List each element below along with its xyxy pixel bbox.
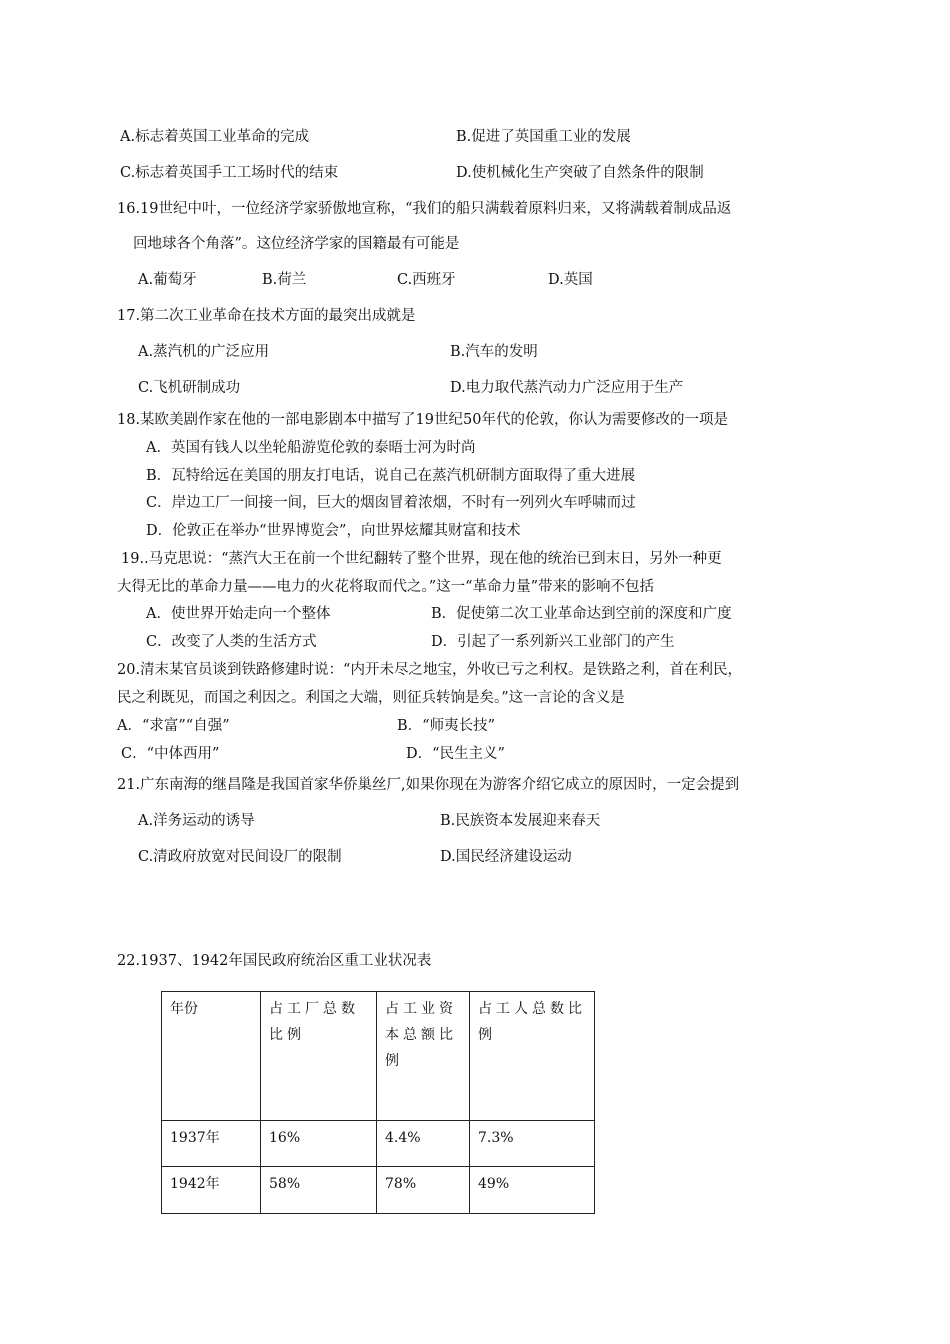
q20-stem-line1: 20.清末某官员谈到铁路修建时说：“内开未尽之地宝，外收已亏之利权。是铁路之利，首在利民， — [117, 662, 742, 678]
q19-option-b: B．促使第二次工业革命达到空前的深度和广度 — [431, 606, 732, 622]
q21-option-a: A.洋务运动的诱导 — [138, 813, 255, 829]
table-row — [162, 1121, 595, 1167]
q20-option-b: B．“师夷长技” — [397, 718, 495, 734]
table-header-worker-ratio: 占工人总数比例 — [470, 992, 595, 1121]
table-header-row — [162, 992, 595, 1121]
table-cell: 4.4% — [377, 1121, 470, 1167]
q18-option-a: A．英国有钱人以坐轮船游览伦敦的泰晤士河为时尚 — [146, 440, 476, 456]
q18-stem: 18.某欧美剧作家在他的一部电影剧本中描写了19世纪50年代的伦敦，你认为需要修改的一项是 — [117, 412, 728, 428]
q21-option-b: B.民族资本发展迎来春天 — [440, 813, 601, 829]
table-cell: 16% — [261, 1121, 377, 1167]
q20-option-d: D．“民生主义” — [406, 746, 505, 762]
table-cell: 78% — [377, 1167, 470, 1214]
q17-option-b: B.汽车的发明 — [450, 344, 538, 360]
q21-option-c: C.清政府放宽对民间设厂的限制 — [138, 849, 342, 865]
q17-option-a: A.蒸汽机的广泛应用 — [138, 344, 270, 360]
table-header-capital-ratio: 占工业资本总额比例 — [377, 992, 470, 1121]
table-cell: 1937年 — [162, 1121, 261, 1167]
q16-option-d: D.英国 — [548, 272, 593, 288]
q15-option-b: B.促进了英国重工业的发展 — [456, 129, 631, 145]
q19-option-d: D．引起了一系列新兴工业部门的产生 — [431, 634, 675, 650]
q19-stem-line1: 19..马克思说：“蒸汽大王在前一个世纪翻转了整个世界，现在他的统治已到末日，另外一种更 — [121, 551, 722, 567]
q16-stem-line2: 回地球各个角落”。这位经济学家的国籍最有可能是 — [133, 236, 460, 252]
q21-stem: 21.广东南海的继昌隆是我国首家华侨巢丝厂,如果你现在为游客介绍它成立的原因时，一定会提到 — [117, 777, 740, 793]
table-header-factory-ratio: 占工厂总数比例 — [261, 992, 377, 1121]
q15-option-a: A.标志着英国工业革命的完成 — [120, 129, 310, 145]
q19-stem-line2: 大得无比的革命力量——电力的火花将取而代之。”这一“革命力量”带来的影响不包括 — [117, 579, 654, 595]
q20-option-a: A．“求富”“自强” — [117, 718, 230, 734]
q15-option-d: D.使机械化生产突破了自然条件的限制 — [456, 165, 704, 181]
q17-option-d: D.电力取代蒸汽动力广泛应用于生产 — [450, 380, 684, 396]
table-cell: 7.3% — [470, 1121, 595, 1167]
q19-option-c: C．改变了人类的生活方式 — [146, 634, 317, 650]
q22-title: 22.1937、1942年国民政府统治区重工业状况表 — [117, 953, 432, 969]
q20-stem-line2: 民之利既见，而国之利因之。利国之大端，则征兵转饷是矣。”这一言论的含义是 — [117, 690, 625, 706]
q19-option-a: A．使世界开始走向一个整体 — [146, 606, 331, 622]
table-header-year: 年份 — [162, 992, 261, 1121]
q17-stem: 17.第二次工业革命在技术方面的最突出成就是 — [117, 308, 416, 324]
q18-option-c: C．岸边工厂一间接一间，巨大的烟囱冒着浓烟，不时有一列列火车呼啸而过 — [146, 495, 636, 511]
heavy-industry-table — [161, 991, 595, 1214]
table-row — [162, 1167, 595, 1214]
q17-option-c: C.飞机研制成功 — [138, 380, 241, 396]
q16-stem-line1: 16.19世纪中叶，一位经济学家骄傲地宣称，“我们的船只满载着原料归来，又将满载着制成品返 — [117, 201, 732, 217]
q16-option-b: B.荷兰 — [262, 272, 307, 288]
q16-option-c: C.西班牙 — [397, 272, 456, 288]
q18-option-b: B．瓦特给远在美国的朋友打电话，说自己在蒸汽机研制方面取得了重大进展 — [146, 468, 636, 484]
q16-option-a: A.葡萄牙 — [138, 272, 197, 288]
q15-option-c: C.标志着英国手工工场时代的结束 — [120, 165, 339, 181]
q20-option-c: C．“中体西用” — [121, 746, 220, 762]
table-cell: 49% — [470, 1167, 595, 1214]
q18-option-d: D．伦敦正在举办“世界博览会”，向世界炫耀其财富和技术 — [146, 523, 521, 539]
table-cell: 58% — [261, 1167, 377, 1214]
table-cell: 1942年 — [162, 1167, 261, 1214]
q21-option-d: D.国民经济建设运动 — [440, 849, 572, 865]
